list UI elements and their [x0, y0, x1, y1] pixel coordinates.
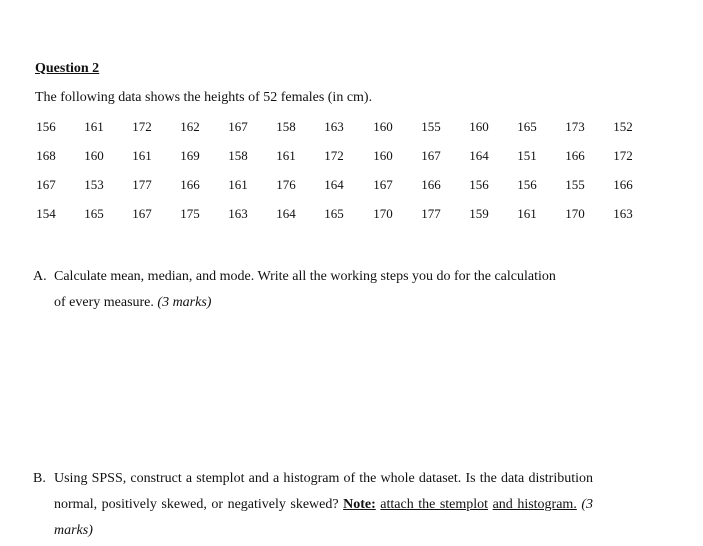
data-cell: 170: [373, 206, 393, 221]
data-cell: 167: [373, 177, 393, 192]
part-b-letter: B.: [33, 471, 46, 486]
data-cell: 170: [565, 206, 585, 221]
data-cell: 172: [132, 119, 152, 134]
data-cell: 161: [84, 119, 104, 134]
data-cell: 167: [132, 206, 152, 221]
part-b-note-text: attach the stemplot: [380, 497, 489, 512]
data-cell: 161: [276, 148, 296, 163]
data-cell: 164: [276, 206, 296, 221]
data-cell: 172: [324, 148, 344, 163]
data-cell: 156: [36, 119, 56, 134]
data-cell: 165: [324, 206, 344, 221]
part-a-line-1: Calculate mean, median, and mode. Write all the working steps you do for the calculation: [54, 269, 556, 284]
part-b-line-1: Using SPSS, construct a stemplot and a histogram of the whole dataset. Is the data: [54, 471, 525, 486]
data-cell: 163: [228, 206, 248, 221]
data-cell: 158: [228, 148, 248, 163]
data-cell: 161: [228, 177, 248, 192]
data-cell: 160: [84, 148, 104, 163]
question-title: Question 2: [35, 61, 100, 76]
part-a: [33, 264, 593, 316]
data-cell: 169: [180, 148, 200, 163]
part-a-line-2-text: of every measure.: [54, 295, 154, 310]
data-cell: 163: [324, 119, 344, 134]
data-cell: 172: [613, 148, 633, 163]
data-cell: 151: [517, 148, 537, 163]
data-cell: 158: [276, 119, 296, 134]
part-b-line-2-text: distribution normal, positively skewed, or negatively skewed?: [54, 471, 593, 512]
data-cell: 154: [36, 206, 56, 221]
data-cell: 156: [469, 177, 489, 192]
part-a-body: [54, 264, 593, 316]
data-cell: 167: [36, 177, 56, 192]
part-b-body: [54, 466, 593, 544]
data-cell: 165: [84, 206, 104, 221]
data-cell: 152: [613, 119, 633, 134]
data-cell: 155: [421, 119, 441, 134]
data-cell: 163: [613, 206, 633, 221]
data-cell: 165: [517, 119, 537, 134]
data-cell: 159: [469, 206, 489, 221]
part-b-marks: (3 marks): [54, 497, 594, 538]
data-cell: 175: [180, 206, 200, 221]
part-a-marks: (3 marks): [157, 295, 212, 310]
part-b: [33, 466, 593, 544]
data-cell: 164: [469, 148, 489, 163]
part-a-line-2: [54, 290, 593, 316]
question-intro: The following data shows the heights of 52 females (in cm).: [35, 90, 373, 105]
data-cell: 177: [421, 206, 441, 221]
data-cell: 160: [373, 148, 393, 163]
data-cell: 166: [613, 177, 633, 192]
data-cell: 176: [276, 177, 296, 192]
data-cell: 161: [517, 206, 537, 221]
data-cell: 160: [373, 119, 393, 134]
data-cell: 164: [324, 177, 344, 192]
data-cell: 160: [469, 119, 489, 134]
data-cell: 173: [565, 119, 585, 134]
data-cell: 156: [517, 177, 537, 192]
data-cell: 168: [36, 148, 56, 163]
data-cell: 167: [421, 148, 441, 163]
part-b-note-label: Note:: [343, 497, 376, 512]
data-cell: 161: [132, 148, 152, 163]
part-a-letter: A.: [33, 269, 47, 284]
data-cell: 167: [228, 119, 248, 134]
data-cell: 166: [421, 177, 441, 192]
part-b-line-3-text: and histogram.: [492, 497, 577, 512]
data-cell: 153: [84, 177, 104, 192]
data-cell: 166: [180, 177, 200, 192]
data-cell: 166: [565, 148, 585, 163]
data-cell: 162: [180, 119, 200, 134]
data-cell: 177: [132, 177, 152, 192]
data-cell: 155: [565, 177, 585, 192]
